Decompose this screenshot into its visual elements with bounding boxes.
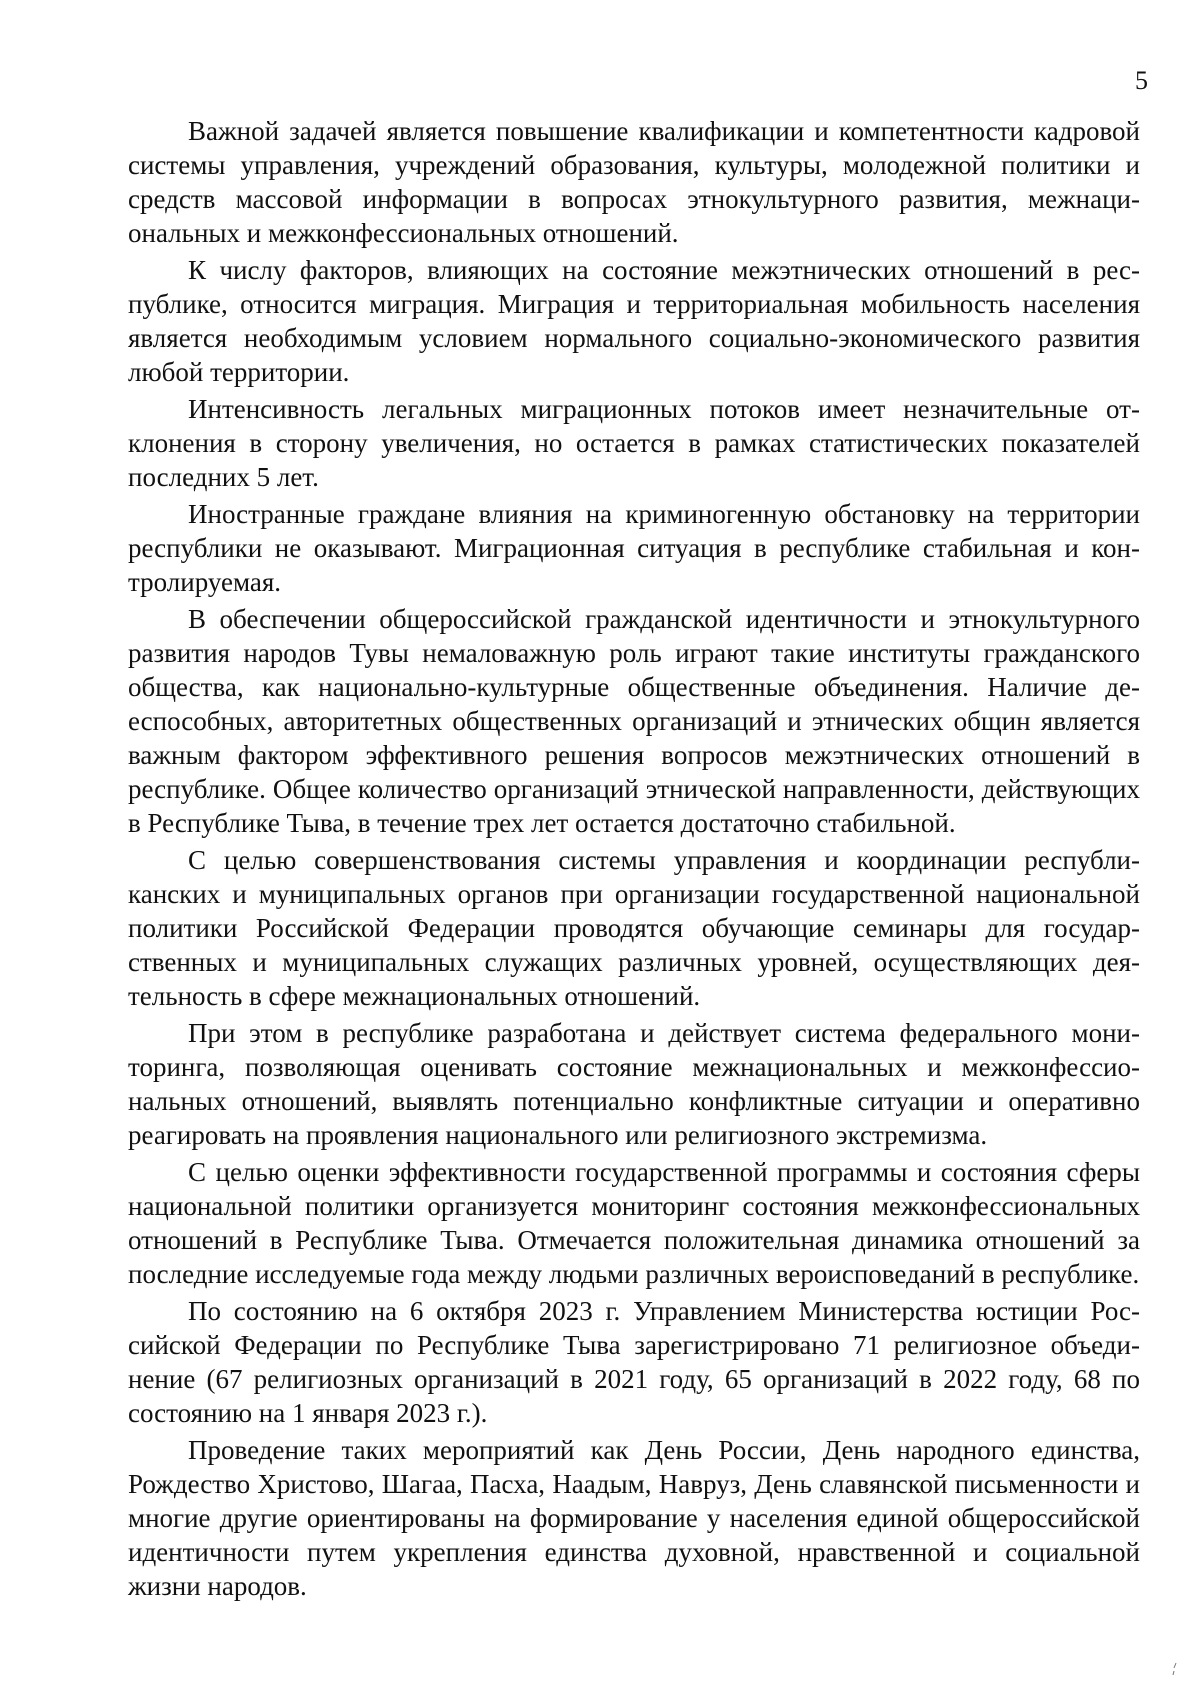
paragraph-staff-qualification: Важной задачей является повышение квалификации и компетентности кадровой системы управления, учреждений образования, культуры, молодежной политики и средств массовой информации в вопросах этнокультурного развития, межнациональных и межконфессиональных отношений. [128,116,1140,248]
document-body [128,114,1140,1606]
paragraph-events: Проведение таких мероприятий как День России, День народного единства, Рождество Христово, Шагаа, Пасха, Наадым, Навруз, День славянской письменности и многие другие ориентированы на формирование у населения единой общероссийской идентичности путем укрепления единства духовной, нравственной и социальной жизни народов. [128,1435,1140,1601]
paragraph-migration-flows: Интенсивность легальных миграционных потоков имеет незначительные отклонения в сторону увеличения, но остается в рамках статистических показателей последних 5 лет. [128,394,1140,492]
paragraph-migration-factor: К числу факторов, влияющих на состояние межэтнических отношений в республике, относится миграция. Миграция и территориальная мобильность населения является необходимым условием нормального социально-экономического развития любой территории. [128,255,1140,387]
paragraph-foreign-citizens: Иностранные граждане влияния на криминогенную обстановку на территории республики не оказывают. Миграционная ситуация в республике стабильная и контролируемая. [128,499,1140,597]
page-number: 5 [1135,66,1148,95]
paragraph-religious-monitoring: С целью оценки эффективности государственной программы и состояния сферы национальной политики организуется мониторинг состояния межконфессиональных отношений в Республике Тыва. Отмечается положительная динамика отношений за последние исследуемые года между людьми различных вероисповеданий в республике. [128,1157,1140,1289]
paragraph-monitoring-system: При этом в республике разработана и действует система федерального мониторинга, позволяющая оценивать состояние межнациональных и межконфессиональных отношений, выявлять потенциально конфликтные ситуации и оперативно реагировать на проявления национального или религиозного экстремизма. [128,1018,1140,1150]
paragraph-training-seminars: С целью совершенствования системы управления и координации республиканских и муниципальных органов при организации государственной национальной политики Российской Федерации проводятся обучающие семинары для государственных и муниципальных служащих различных уровней, осуществляющих деятельность в сфере межнациональных отношений. [128,845,1140,1011]
paragraph-civil-identity: В обеспечении общероссийской гражданской идентичности и этнокультурного развития народов Тувы немаловажную роль играют такие институты гражданского общества, как национально-культурные общественные объединения. Наличие дееспособных, авторитетных общественных организаций и этнических общин является важным фактором эффективного решения вопросов межэтнических отношений в республике. Общее количество организаций этнической направленности, действующих в Республике Тыва, в течение трех лет остается достаточно стабильной. [128,604,1140,838]
paragraph-registered-organizations: По состоянию на 6 октября 2023 г. Управлением Министерства юстиции Российской Федерации по Республике Тыва зарегистрировано 71 религиозное объединение (67 религиозных организаций в 2021 году, 65 организаций в 2022 году, 68 по состоянию на 1 января 2023 г.). [128,1296,1140,1428]
scan-mark [1172,1662,1178,1676]
